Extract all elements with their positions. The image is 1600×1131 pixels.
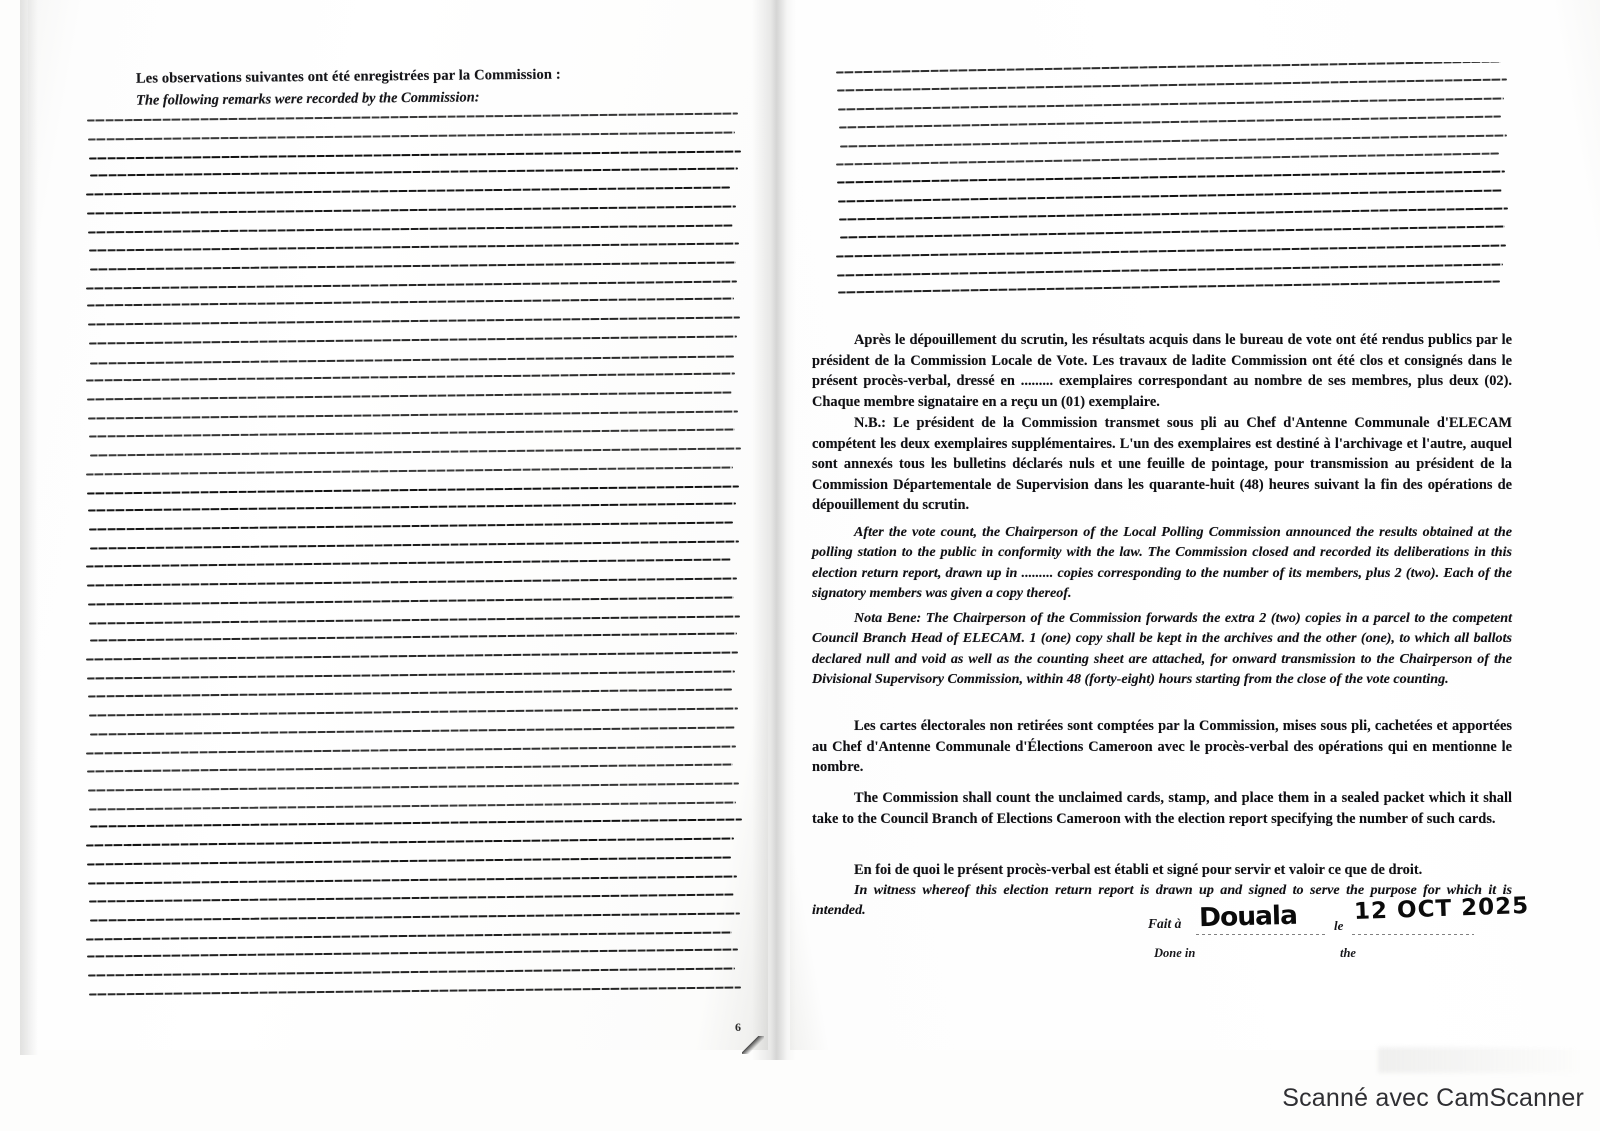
blank-rule-line [86,466,733,475]
left-page-blank-lines [86,112,746,1012]
blank-rule-line [836,152,1499,165]
blank-rule-line [87,392,732,401]
blank-rule-line [87,298,734,307]
blank-rule-line [837,78,1507,91]
place-fill-line [1196,934,1326,935]
blank-rule-line [839,207,1508,220]
blank-rule-line [87,857,731,866]
handwritten-date: 12 OCT 2025 [1353,892,1530,926]
blank-rule-line [86,372,735,381]
paragraph-results-en: After the vote count, the Chairperson of the Local Polling Commission announced the results obtained at the polling station to the public in conformity with the law. The Commission closed and recorded its deliberations in this election return report, drawn up in ......... copies corresponding to the number of its members, plus 2 (two). Each of the signatory members was given a copy thereof. [812,524,1512,602]
blank-rule-line [86,280,737,289]
paragraph-results-fr: Après le dépouillement du scrutin, les résultats acquis dans le bureau de vote ont été rendus publics par le président de la Commission Locale de Vote. Les travaux de ladite Commission ont été clos et consignés dans le présent procès-verbal, dressé en ......... exemplaires correspondant au nombre de ses membres, plus deux (02). Chaque membre signataire en a reçu un (01) exemplaire. [812,332,1512,410]
blank-rule-line [838,190,1502,203]
blank-rule-line [88,503,736,512]
blank-rule-line [86,558,731,567]
blank-rule-line [840,135,1507,148]
blank-rule-line [87,206,736,215]
label-done-in: Done in [1154,946,1196,960]
date-fill-line [1352,934,1474,935]
blank-rule-line [87,577,737,586]
blank-rule-line [89,801,736,810]
blank-rule-line [88,410,738,419]
heading-english: The following remarks were recorded by the Commission: [136,89,480,109]
blank-rule-line [90,168,738,177]
blank-rule-line [86,652,738,661]
blank-rule-line [838,97,1504,110]
blank-rule-line [839,116,1501,129]
blank-rule-line [89,242,739,251]
blank-rule-line [86,838,734,847]
blank-rule-line [87,949,738,958]
paragraph-nota-bene-en: Nota Bene: The Chairperson of the Commission forwards the extra 2 (two) copies in a parcel to the competent Council Branch Head of ELECAM. 1 (one) copy shall be kept in the archives and the other (one), to which all ballots declared null and void as well as the counting sheet are attached, for onward transmission to the Chairperson of the Divisional Supervisory Commission, within 48 (forty-eight) hours starting from the close of the vote counting. [812,610,1512,688]
blank-rule-line [88,596,734,605]
blank-rule-line [89,707,738,716]
blank-rule-line [89,428,735,437]
blank-rule-line [87,763,733,772]
blank-rule-line [837,264,1503,277]
blank-rule-line [90,447,741,456]
blank-rule-line [90,633,737,642]
label-le: le [1334,918,1344,933]
blank-rule-line [88,688,732,697]
blank-rule-line [88,876,737,885]
blank-rule-line [89,150,741,159]
blank-rule-line [90,355,734,364]
blank-rule-line [90,912,740,921]
blank-rule-line [837,171,1505,184]
blank-rule-line [90,541,739,550]
blank-rule-line [86,187,730,196]
left-page-heading [136,65,696,109]
page-corner-fold [742,1036,764,1054]
blank-rule-line [89,522,733,531]
paragraph-witness-en: In witness whereof this election return report is drawn up and signed to serve the purpose for which it is intended. [812,882,1512,919]
blank-rule-line [87,112,738,121]
blank-rule-line [90,819,742,828]
blank-rule-line [87,485,739,494]
blank-rule-line [89,987,741,996]
handwritten-place: Douala [1198,900,1298,934]
blank-rule-line [89,336,737,345]
heading-french: Les observations suivantes ont été enregistrées par la Commission : [135,66,561,87]
blank-rule-line [90,727,735,736]
blank-rule-line [87,671,735,680]
label-the: the [1340,946,1356,960]
blank-rule-line [836,62,1501,74]
blank-rule-line [89,615,740,624]
blank-rule-line [88,317,740,326]
blank-rule-line [86,746,736,755]
blank-rule-line [86,931,732,940]
paragraph-cards-fr: Les cartes électorales non retirées sont comptées par la Commission, mises sous pli, cachetées et apportées au Chef d'Antenne Communale d'Élections Cameroon avec le procès-verbal des opérations qui en mentionne le nombre. [812,718,1512,776]
paragraph-nb-fr: N.B.: Le président de la Commission transmet sous pli au Chef d'Antenne Communale d'ELECAM compétent les deux exemplaires supplémentaires. L'un des exemplaires est destiné à l'archivage et l'autre, auquel sont annexés tous les bulletins déclarés nuls et une feuille de pointage, pour transmission au président de la Commission Départementale de Supervision dans les quarante-huit (48) heures suivant la fin des opérations de dépouillement du scrutin. [812,415,1512,514]
blank-rule-line [88,968,735,977]
right-page-blank-lines [836,62,1512,312]
blank-rule-line [838,281,1500,294]
blank-rule-line [88,131,735,140]
paragraph-witness-fr: En foi de quoi le présent procès-verbal est établi et signé pour servir et valoir ce que de droit. [854,862,1423,878]
blank-rule-line [88,782,739,791]
label-fait-a: Fait à [1148,916,1182,931]
paragraph-cards-en: The Commission shall count the unclaimed cards, stamp, and place them in a sealed packet which it shall take to the Council Branch of Elections Cameroon with the election report specifying the number of such cards. [812,790,1512,827]
signature-place-date-block [1148,892,1530,966]
blank-rule-line [89,893,734,902]
blank-rule-line [90,261,736,270]
blank-rule-line [836,245,1506,258]
page-number: 6 [735,1020,741,1034]
blank-rule-line [88,225,733,234]
camscanner-watermark: Scanné avec CamScanner [1282,1084,1584,1112]
watermark-ghost-artifact [1378,1047,1578,1073]
blank-rule-line [840,226,1505,239]
left-page-edge-shadow [20,0,38,1055]
